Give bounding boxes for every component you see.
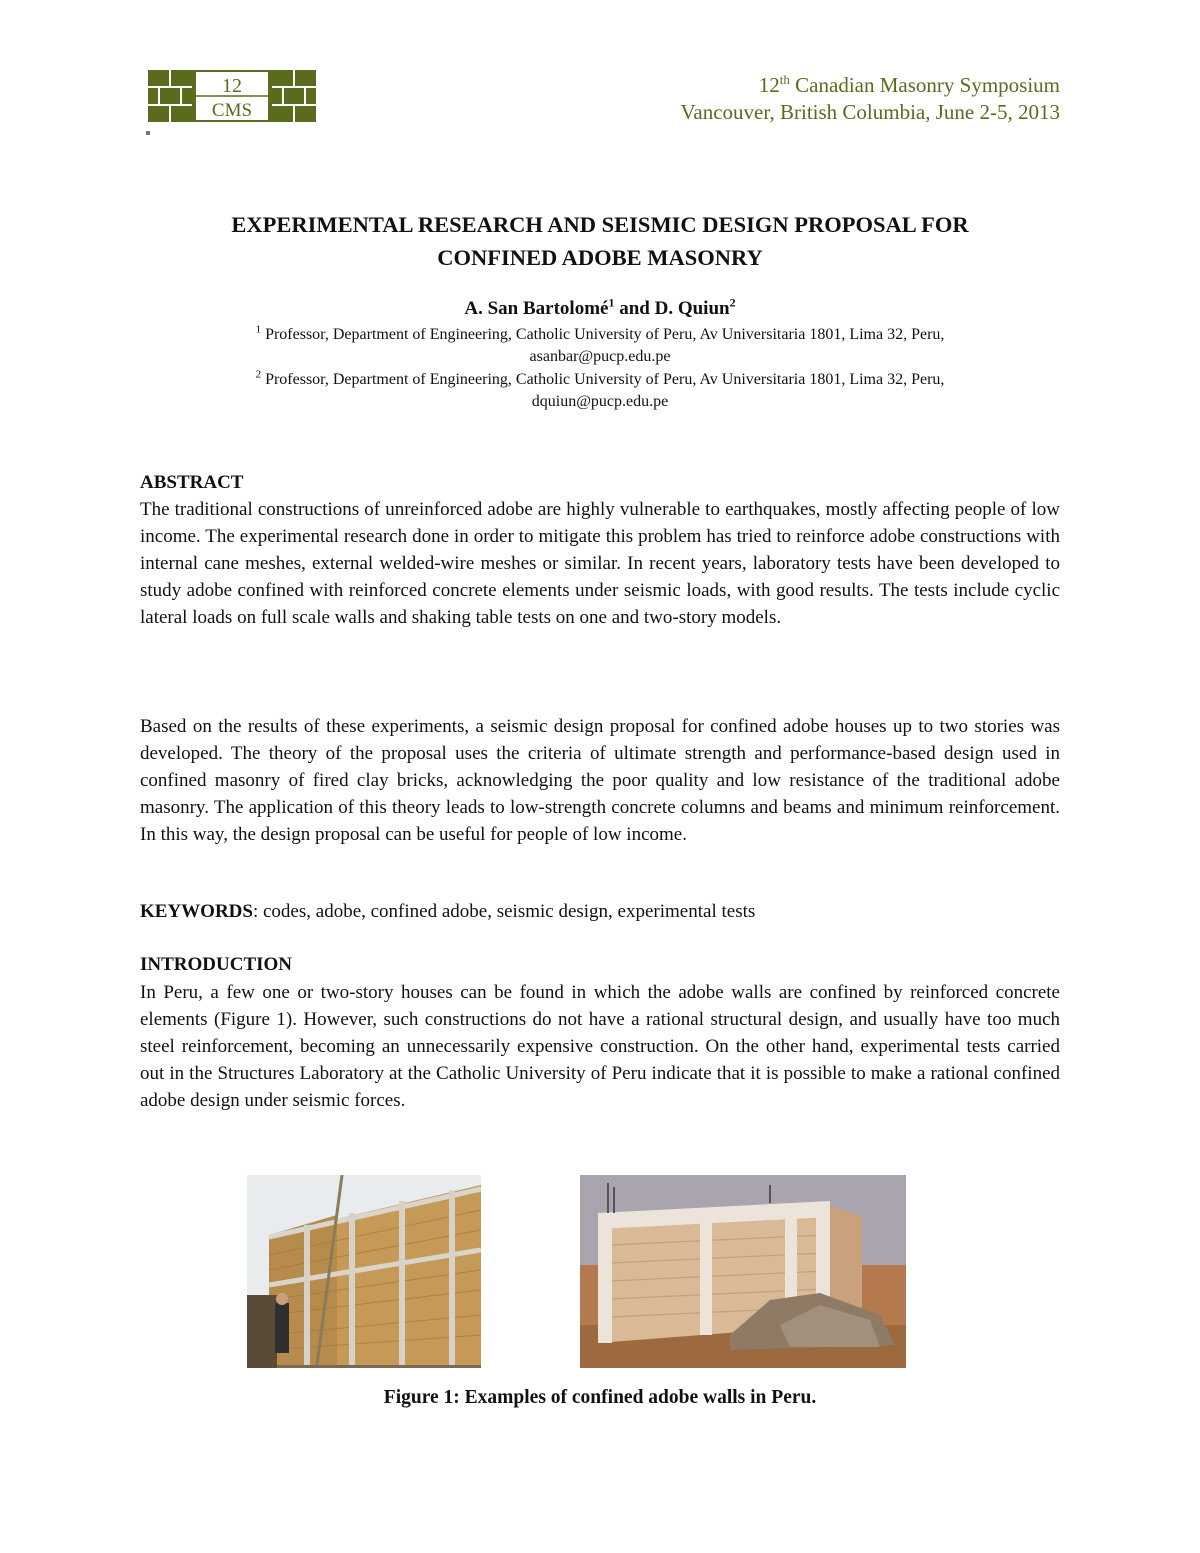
logo-number: 12	[222, 75, 242, 97]
affiliation-1-email[interactable]: asanbar@pucp.edu.pe	[529, 348, 671, 365]
decorative-dot	[146, 131, 150, 135]
affiliation-1	[140, 324, 1060, 368]
conference-ordinal-suffix: th	[779, 72, 790, 87]
abstract-paragraph-1: The traditional constructions of unreinforced adobe are highly vulnerable to earthquakes, mostly affecting people of low income. The experimental research done in order to mitigate this problem has tried to reinforce adobe constructions with internal cane meshes, external welded-wire meshes or similar. In recent years, laboratory tests have been developed to study adobe confined with reinforced concrete elements under seismic loads, with good results. The tests include cyclic lateral loads on full scale walls and shaking table tests on one and two-story models.	[140, 499, 1060, 628]
affiliation-2	[140, 369, 1060, 413]
author-2-mark: 2	[729, 295, 736, 310]
cms-logo	[148, 70, 316, 122]
introduction-heading: INTRODUCTION	[140, 954, 293, 975]
keywords-text: : codes, adobe, confined adobe, seismic design, experimental tests	[252, 901, 756, 922]
conference-location: Vancouver, British Columbia, June 2-5, 2013	[680, 100, 1060, 124]
author-1-mark: 1	[608, 295, 615, 310]
affiliation-2-mark: 2	[255, 368, 262, 381]
affiliation-2-email[interactable]: dquiun@pucp.edu.pe	[531, 393, 669, 410]
paper-title-line-2: CONFINED ADOBE MASONRY	[437, 245, 763, 270]
conference-header	[681, 72, 1060, 126]
paper-title-line-1: EXPERIMENTAL RESEARCH AND SEISMIC DESIGN PROPOSAL FOR	[231, 212, 969, 237]
abstract-paragraph-2: Based on the results of these experiments, a seismic design proposal for confined adobe houses up to two stories was developed. The theory of the proposal uses the criteria of ultimate strength and performance-based design used in confined masonry of fired clay bricks, acknowledging the poor quality and low resistance of the traditional adobe masonry. The application of this theory leads to low-strength concrete columns and beams and minimum reinforcement. In this way, the design proposal can be useful for people of low income.	[140, 716, 1060, 845]
photo-two-story-adobe-house	[247, 1175, 481, 1368]
author-2: and D. Quiun	[614, 298, 730, 319]
conference-name: Canadian Masonry Symposium	[789, 73, 1060, 97]
paper-title	[140, 208, 1060, 274]
keywords	[140, 898, 1060, 925]
abstract-heading: ABSTRACT	[140, 472, 244, 493]
figure-photo-right	[580, 1175, 906, 1368]
figure-caption: Figure 1: Examples of confined adobe walls in Peru.	[383, 1387, 817, 1408]
photo-confined-adobe-test-wall	[580, 1175, 906, 1368]
cms-logo-graphic	[148, 70, 316, 122]
figure-photo-left	[247, 1175, 481, 1368]
author-1: A. San Bartolomé	[464, 298, 609, 319]
keywords-label: KEYWORDS	[140, 901, 253, 922]
introduction-paragraph-1: In Peru, a few one or two-story houses can be found in which the adobe walls are confined by reinforced concrete elements (Figure 1). However, such constructions do not have a rational structural design, and usually have too much steel reinforcement, becoming an unnecessarily expensive construction. On the other hand, experimental tests carried out in the Structures Laboratory at the Catholic University of Peru indicate that it is possible to make a rational confined adobe design under seismic forces.	[140, 982, 1060, 1111]
affiliation-2-text: Professor, Department of Engineering, Catholic University of Peru, Av Universitaria 1801, Lima 32, Peru,	[261, 371, 945, 388]
conference-name-line	[681, 72, 1060, 99]
affiliation-1-mark: 1	[255, 323, 262, 336]
affiliation-1-text: Professor, Department of Engineering, Catholic University of Peru, Av Universitaria 1801, Lima 32, Peru,	[261, 326, 945, 343]
conference-ordinal: 12	[758, 73, 780, 97]
paper-authors	[140, 296, 1060, 322]
logo-abbreviation: CMS	[211, 100, 253, 121]
